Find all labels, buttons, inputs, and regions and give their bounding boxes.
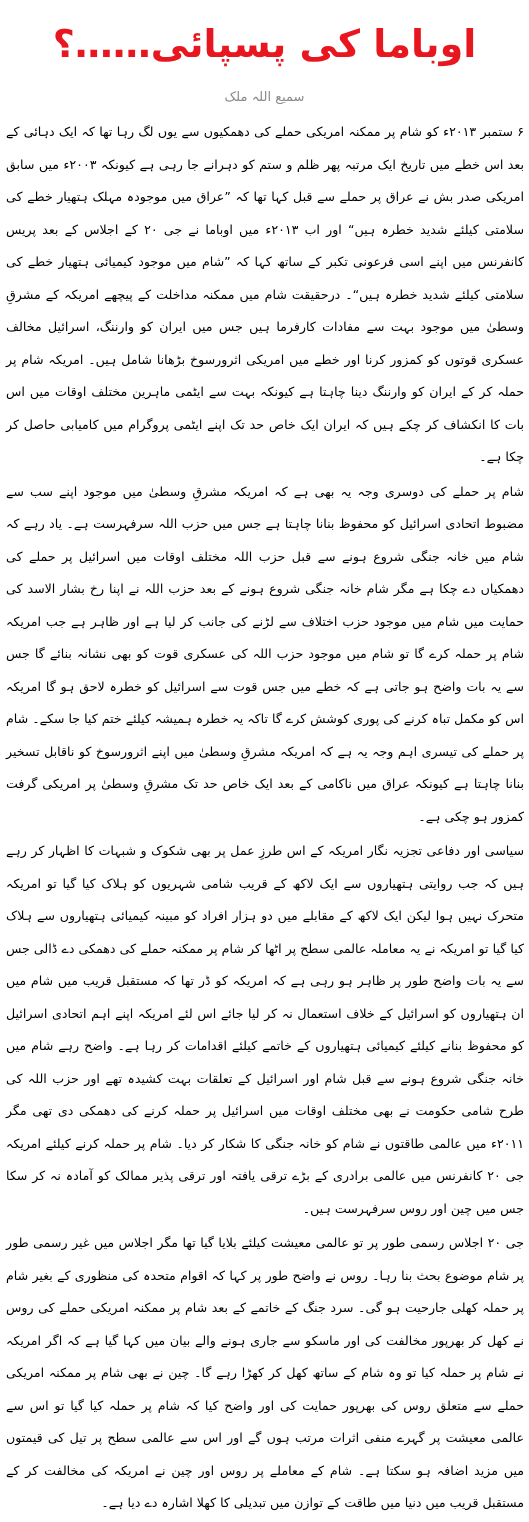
article-paragraph: [6, 1227, 524, 1520]
paragraph-text: جی ۲۰ اجلاس رسمی طور پر تو عالمی معیشت کیلئے بلایا گیا تھا مگر اجلاس میں غیر رسمی طور پر شام موضوع بحث بنا رہا۔ روس نے واضح طور پر کہا کہ اقوام متحدہ کی منظوری کے بغیر شام پر حملہ کھلی جارحیت ہو گی۔ سرد جنگ کے خاتمے کے بعد شام پر ممکنہ امریکی حملے کی روس نے کھل کر بھرپور مخالفت کی اور ماسکو سے جاری ہونے والے بیان میں کہا گیا ہے کہ اگر امریکہ نے شام پر حملہ کیا تو وہ شام کے ساتھ کھل کر کھڑا رہے گا۔ چین نے بھی شام پر ممکنہ امریکی حملے سے متعلق روس کی بھرپور حمایت کی اور واضح کیا کہ شام پر حملہ کیا گیا تو اس سے عالمی معیشت پر گہرے منفی اثرات مرتب ہوں گے اور اس سے عالمی سطح پر تیل کی قیمتوں میں مزید اضافہ ہو سکتا ہے۔ شام کے معاملے پر روس اور چین نے امریکہ کی مخالفت کر کے مستقبل قریب میں دنیا میں طاقت کے توازن میں تبدیلی کا کھلا اشارہ دے دیا ہے۔: [6, 1235, 524, 1510]
article-title: اوباما کی پسپائی……؟: [52, 22, 477, 66]
author-byline: سمیع اللہ ملک: [224, 90, 305, 105]
paragraph-text: ۶ ستمبر ۲۰۱۳ء کو شام پر ممکنہ امریکی حملے کی دھمکیوں سے یوں لگ رہا تھا کہ ایک دہائی کے بعد اس خطے میں تاریخ ایک مرتبہ پھر ظلم و ستم کو دہرانے جا رہی ہے کیونکہ ۲۰۰۳ء میں سابق امریکی صدر بش نے عراق پر حملے سے قبل کہا تھا کہ ”عراق میں موجودہ مہلک ہتھیار خطے کی سلامتی کیلئے شدید خطرہ ہیں“ اور اب ۲۰۱۳ء میں اوباما نے جی ۲۰ کے اجلاس کے بعد پریس کانفرنس میں اپنے اسی فرعونی تکبر کے ساتھ کہا کہ ”شام میں موجود کیمیائی ہتھیار خطے کی سلامتی کیلئے شدید خطرہ ہیں“۔ درحقیقت شام میں ممکنہ مداخلت کے پیچھے امریکہ کے مشرقِ وسطیٰ میں موجود بہت سے مفادات کارفرما ہیں جس میں ایران کو وارننگ، اسرائیل مخالف عسکری قوتوں کو کمزور کرنا اور خطے میں امریکی اثرورسوخ بڑھانا شامل ہیں۔ امریکہ شام پر حملہ کر کے ایران کو وارننگ دینا چاہتا ہے کیونکہ بہت سے ایٹمی ماہرین مختلف اوقات میں اس بات کا انکشاف کر چکے ہیں کہ ایران ایک خاص حد تک اپنے ایٹمی پروگرام میں کامیابی حاصل کر چکا ہے۔: [6, 124, 525, 464]
paragraph-text: شام پر حملے کی دوسری وجہ یہ بھی ہے کہ امریکہ مشرقِ وسطیٰ میں موجود اپنے سب سے مضبوط اتحادی اسرائیل کو محفوظ بنانا چاہتا ہے جس میں حزب اللہ سرفہرست ہے۔ یاد رہے کہ شام میں خانہ جنگی شروع ہونے سے قبل حزب اللہ مختلف اوقات میں اسرائیل پر حملے کی دھمکیاں دے چکا ہے مگر شام خانہ جنگی شروع ہونے کے بعد حزب اللہ نے اپنا رخ بشار الاسد کی حمایت میں شام میں موجود حزب اختلاف سے لڑنے کی جانب کر لیا ہے اور ظاہر ہے جب امریکہ شام پر حملہ کرے گا تو شام میں موجود حزب اللہ کی عسکری قوت کو بھی نشانہ بنائے گا جس سے یہ بات واضح ہو جاتی ہے کہ خطے میں جس قوت سے اسرائیل کو خطرہ لاحق ہو گا امریکہ اس کو مکمل تباہ کرنے کی پوری کوشش کرے گا تاکہ یہ خطرہ ہمیشہ کیلئے ختم کیا جا سکے۔ شام پر حملے کی تیسری اہم وجہ یہ ہے کہ امریکہ مشرقِ وسطیٰ میں اپنے اثرورسوخ کو ناقابل تسخیر بنانا چاہتا ہے کیونکہ عراق میں ناکامی کے بعد ایک خاص حد تک مشرقِ وسطیٰ پر امریکی گرفت کمزور ہو چکی ہے۔: [6, 483, 524, 824]
article-paragraph: [6, 835, 524, 1225]
article-body: [6, 116, 524, 1522]
article-paragraph: [6, 476, 524, 834]
article-paragraph: [6, 116, 524, 474]
paragraph-text: سیاسی اور دفاعی تجزیہ نگار امریکہ کے اس طرزِ عمل پر بھی شکوک و شبہات کا اظہار کر رہے ہیں کہ جب روایتی ہتھیاروں سے ایک لاکھ کے قریب شامی شہریوں کو ہلاک کیا گیا تو امریکہ متحرک نہیں ہوا لیکن ایک لاکھ کے مقابلے میں دو ہزار افراد کو مبینہ کیمیائی ہتھیاروں سے ہلاک کیا گیا تو امریکہ نے یہ معاملہ عالمی سطح پر اٹھا کر شام پر ممکنہ حملے کی دھمکی دے ڈالی جس سے یہ بات واضح طور پر ظاہر ہو رہی ہے کہ امریکہ کو ڈر تھا کہ مستقبل قریب میں شام میں ان ہتھیاروں کو اسرائیل کے خلاف استعمال نہ کر لیا جائے اس لئے امریکہ اپنے اہم اتحادی اسرائیل کو محفوظ بنانے کیلئے کیمیائی ہتھیاروں کے خاتمے کیلئے اقدامات کر رہا ہے۔ واضح رہے شام میں خانہ جنگی شروع ہونے سے قبل شام اور اسرائیل کے تعلقات بہت کشیدہ تھے اور حزب اللہ کی طرح شامی حکومت نے بھی مختلف اوقات میں اسرائیل پر حملہ کرنے کی دھمکی دی تھی مگر ۲۰۱۱ء میں عالمی طاقتوں نے شام کو خانہ جنگی کا شکار کر دیا۔ شام پر حملہ کرنے کیلئے امریکہ جی ۲۰ کانفرنس میں عالمی برادری کے بڑے ترقی یافتہ اور ترقی پذیر ممالک کو آمادہ نہ کر سکا جس میں چین اور روس سرفہرست ہیں۔: [6, 843, 524, 1216]
